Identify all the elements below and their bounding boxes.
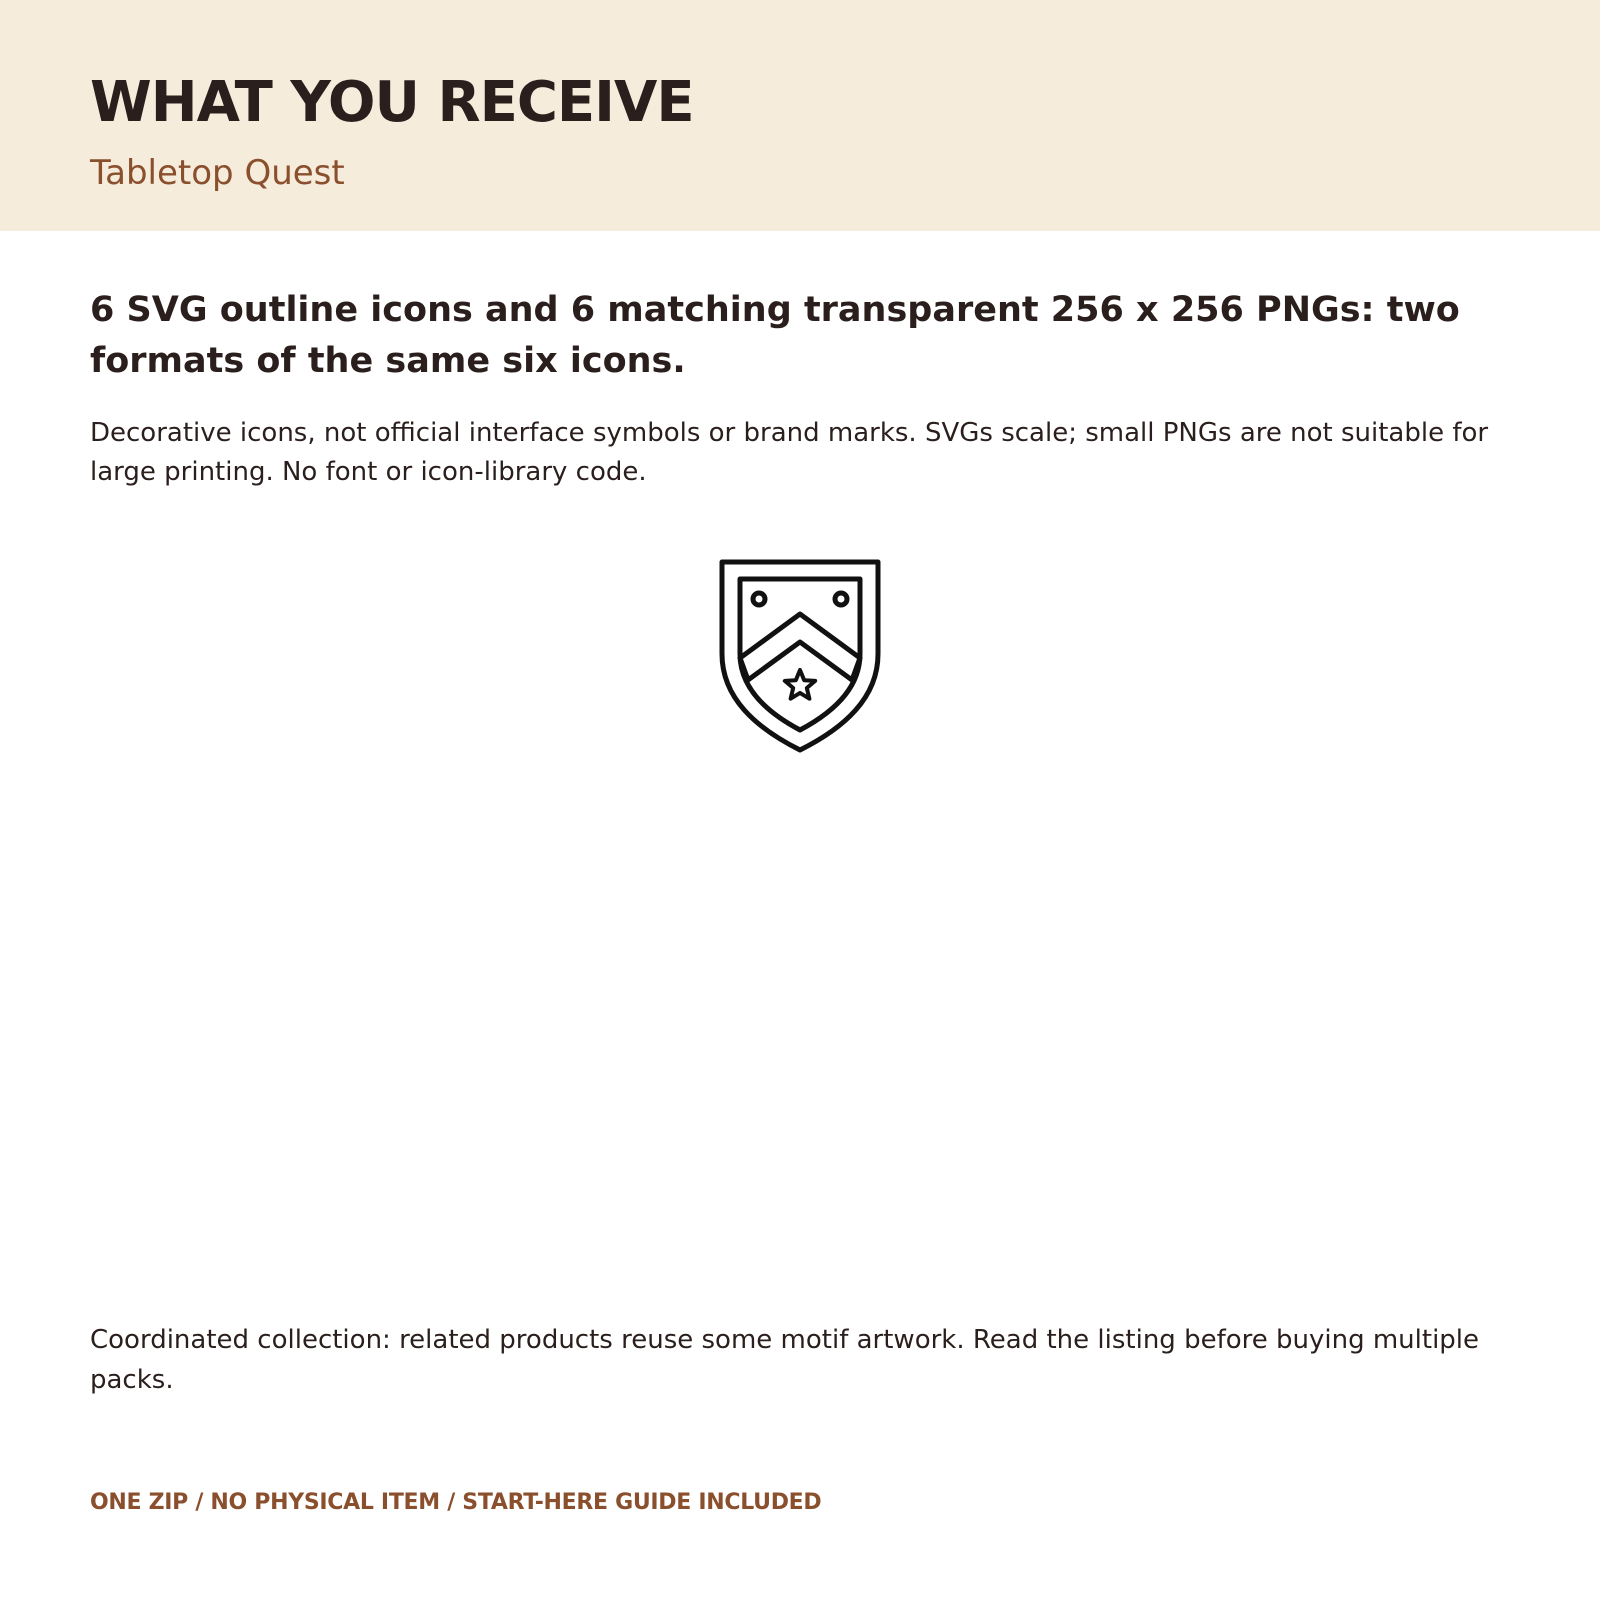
shield-star bbox=[785, 670, 815, 699]
delivery-tag: ONE ZIP / NO PHYSICAL ITEM / START-HERE GUIDE INCLUDED bbox=[90, 1490, 822, 1515]
page-subtitle: Tabletop Quest bbox=[90, 153, 345, 193]
contents-headline: 6 SVG outline icons and 6 matching transparent 256 x 256 PNGs: two formats of the same six icons. bbox=[90, 290, 1460, 381]
shield-rivet-right bbox=[835, 593, 847, 605]
shield-star-icon bbox=[718, 558, 882, 754]
header-band bbox=[0, 0, 1600, 231]
shield-inner-outline bbox=[740, 579, 860, 730]
shield-rivet-left bbox=[753, 593, 765, 605]
collection-note: Coordinated collection: related products reuse some motif artwork. Read the listing before buying multiple packs. bbox=[90, 1325, 1480, 1395]
usage-note: Decorative icons, not official interface symbols or brand marks. SVGs scale; small PNGs are not suitable for large printing. No font or icon-library code. bbox=[90, 418, 1489, 487]
page-title: WHAT YOU RECEIVE bbox=[90, 70, 694, 135]
